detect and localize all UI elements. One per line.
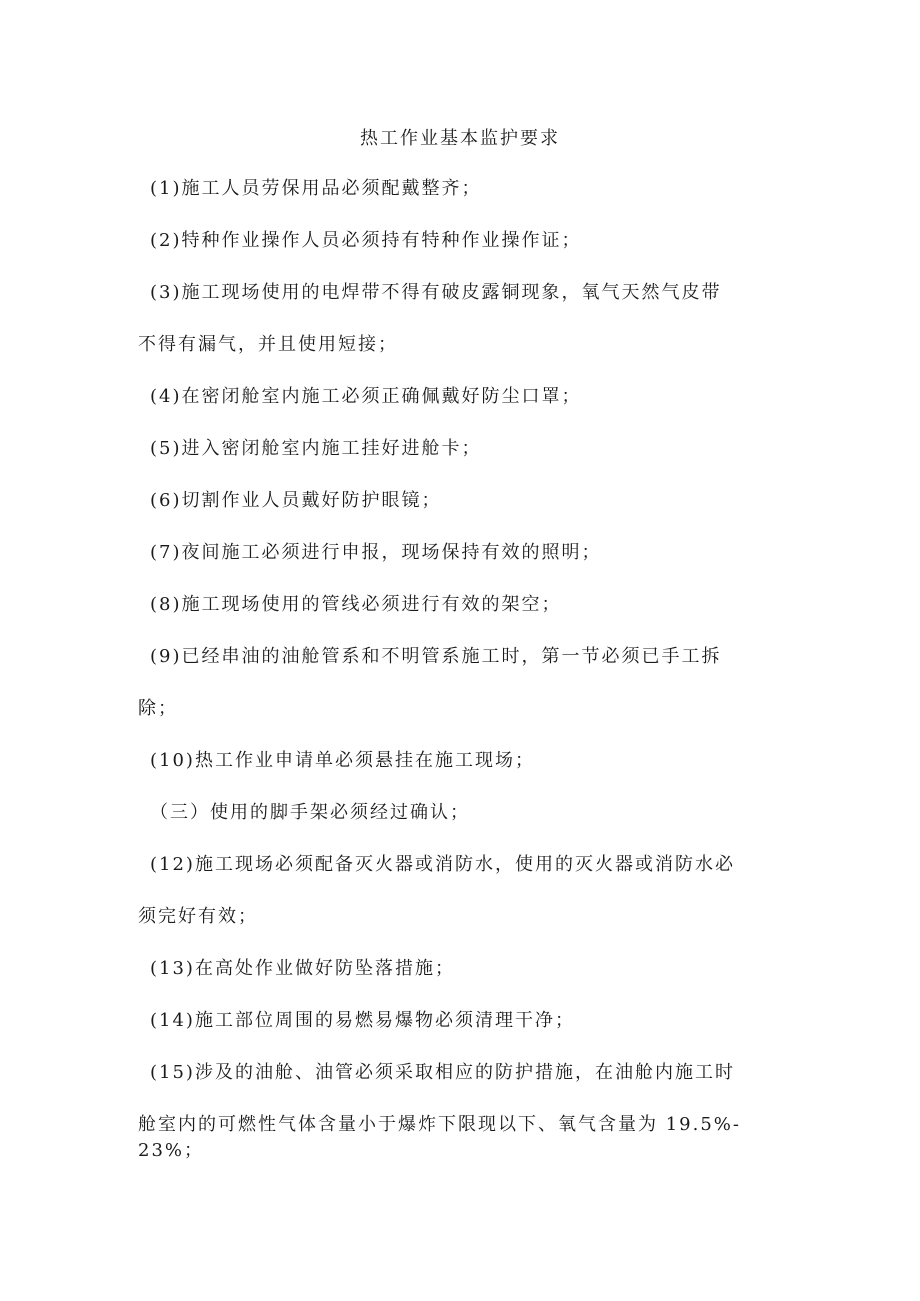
requirement-9-continuation: 除； xyxy=(138,698,178,719)
requirement-1-line: (1)施工人员劳保用品必须配戴整齐； xyxy=(150,178,482,199)
requirement-12-continuation: 须完好有效； xyxy=(138,906,258,927)
document-title: 热工作业基本监护要求 xyxy=(360,128,560,149)
requirement-13-line: (13)在高处作业做好防坠落措施； xyxy=(150,958,455,979)
requirement-10-line: (10)热工作业申请单必须悬挂在施工现场； xyxy=(150,750,535,771)
requirement-2-line: (2)特种作业操作人员必须持有特种作业操作证； xyxy=(150,230,582,251)
requirement-6-line: (6)切割作业人员戴好防护眼镜； xyxy=(150,490,442,511)
requirement-15-line: (15)涉及的油舱、油管必须采取相应的防护措施，在油舱内施工时 xyxy=(150,1062,735,1083)
requirement-12-line: (12)施工现场必须配备灭火器或消防水，使用的灭火器或消防水必 xyxy=(150,854,735,875)
requirement-7-line: (7)夜间施工必须进行申报，现场保持有效的照明； xyxy=(150,542,602,563)
requirement-14-line: (14)施工部位周围的易燃易爆物必须清理干净； xyxy=(150,1010,575,1031)
requirement-5-line: (5)进入密闭舱室内施工挂好进舱卡； xyxy=(150,438,482,459)
requirement-3-continuation: 不得有漏气，并且使用短接； xyxy=(138,334,398,355)
requirement-3-line: (3)施工现场使用的电焊带不得有破皮露铜现象，氧气天然气皮带 xyxy=(150,282,722,303)
requirement-11-line: （三）使用的脚手架必须经过确认； xyxy=(150,802,470,823)
requirement-8-line: (8)施工现场使用的管线必须进行有效的架空； xyxy=(150,594,562,615)
requirement-15-continuation-2: 23%； xyxy=(138,1140,205,1161)
requirement-15-continuation: 舱室内的可燃性气体含量小于爆炸下限现以下、氧气含量为 19.5%- xyxy=(138,1114,741,1135)
requirement-9-line: (9)已经串油的油舱管系和不明管系施工时，第一节必须已手工拆 xyxy=(150,646,722,667)
requirement-4-line: (4)在密闭舱室内施工必须正确佩戴好防尘口罩； xyxy=(150,386,582,407)
